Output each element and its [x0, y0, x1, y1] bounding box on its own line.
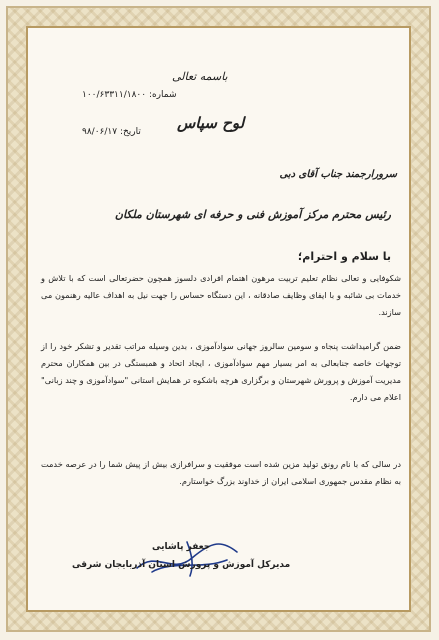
document-body — [32, 32, 405, 606]
addressee-honorific: سرورارجمند جناب آقای دبی — [279, 169, 397, 180]
salutation: با سلام و احترام؛ — [297, 250, 391, 263]
date-line: تاریخ: ۹۸/۰۶/۱۷ — [82, 127, 141, 137]
handwritten-signature — [132, 530, 242, 580]
number-line: شماره: ۱۰۰/۶۳۳۱۱/۱۸۰۰ — [82, 90, 177, 100]
paragraph: شکوفایی و تعالی نظام تعلیم تربیت مرهون اهتمام افرادی دلسوز همچون حضرتعالی است که با تلاش و خدمات بی شائبه و با ایفای وظایف صادقانه ، این دستگاه حساس را جهت نیل به اهداف عالیه رهنمون می سازند. — [41, 273, 401, 317]
paragraph: در سالی که با نام رونق تولید مزین شده است موفقیت و سرافرازی بیش از پیش شما را در عرصه خدمت به نظام مقدس جمهوری اسلامی ایران از خداوند بزرگ خواستارم. — [41, 459, 401, 486]
signer-name: جعفر پاشایی — [152, 542, 211, 552]
document-heading: باسمه تعالی — [172, 70, 228, 83]
addressee-position: رئیس محترم مرکز آموزش فنی و حرفه ای شهرستان ملکان — [114, 208, 391, 221]
paragraph: ضمن گرامیداشت پنجاه و سومین سالروز جهانی سوادآموزی ، بدین وسیله مراتب تقدیر و تشکر خود را از توجهات خاصه جنابعالی به امر بسیار مهم سوادآموزی ، ایجاد اتحاد و همبستگی در بین همکاران محترم مدیریت آموزش و پرورش شهرستان و برگزاری هرچه باشکوه تر همایش استانی "سوادآموزی و چند زبانی" اعلام می دارم. — [41, 341, 401, 402]
document-title: لوح سپاس — [177, 114, 245, 132]
signer-title: مدیرکل آموزش و پرورش استان آذربایجان شرقی — [72, 560, 291, 570]
